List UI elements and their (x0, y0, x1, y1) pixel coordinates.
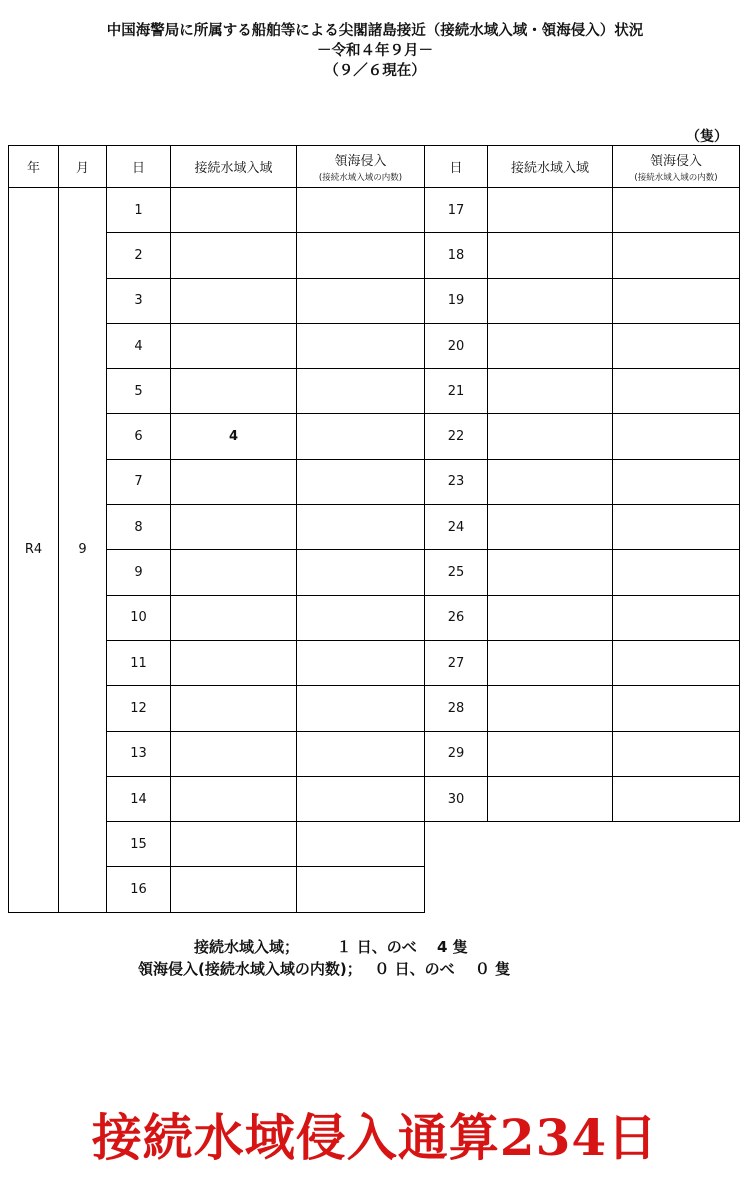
day-cell: 16 (107, 867, 171, 912)
report-period: －令和４年９月－ (317, 43, 433, 59)
contiguous-cell (171, 278, 297, 323)
contiguous-cell (488, 233, 613, 278)
day-cell: 15 (107, 822, 171, 867)
table-row (9, 188, 425, 233)
day-cell: 1 (107, 188, 171, 233)
report-as-of-date: （９／６現在） (324, 63, 426, 79)
contiguous-cell (171, 323, 297, 368)
contiguous-cell (488, 686, 613, 731)
day-cell: 8 (107, 505, 171, 550)
contiguous-cell (171, 233, 297, 278)
contiguous-cell (171, 640, 297, 685)
table-row (425, 505, 740, 550)
territorial-cell (613, 731, 740, 776)
territorial-cell (297, 822, 425, 867)
territorial-cell (297, 323, 425, 368)
territorial-cell (297, 188, 425, 233)
contiguous-cell (171, 459, 297, 504)
cumulative-banner: 接続水域侵入通算234日 (91, 1108, 659, 1167)
contiguous-cell (171, 731, 297, 776)
day-cell: 30 (425, 776, 488, 821)
contiguous-cell (488, 459, 613, 504)
territorial-cell (297, 550, 425, 595)
day-cell: 2 (107, 233, 171, 278)
contiguous-cell (488, 595, 613, 640)
day-cell: 24 (425, 505, 488, 550)
territorial-cell (613, 686, 740, 731)
contiguous-cell (171, 505, 297, 550)
table-row (425, 550, 740, 595)
day-cell: 27 (425, 640, 488, 685)
contiguous-cell (488, 550, 613, 595)
table-row (425, 414, 740, 459)
day-header: 日 (107, 146, 171, 188)
left-table (8, 145, 425, 913)
day-cell: 4 (107, 323, 171, 368)
contiguous-header: 接続水域入域 (488, 146, 613, 188)
table-row (425, 776, 740, 821)
territorial-cell (613, 414, 740, 459)
day-cell: 12 (107, 686, 171, 731)
day-cell: 3 (107, 278, 171, 323)
territorial-cell (297, 459, 425, 504)
year-cell: R4 (9, 188, 59, 913)
contiguous-cell (488, 369, 613, 414)
contiguous-header: 接続水域入域 (171, 146, 297, 188)
contiguous-cell (488, 278, 613, 323)
contiguous-cell (171, 595, 297, 640)
territorial-cell (613, 323, 740, 368)
contiguous-cell (171, 822, 297, 867)
table-row (425, 459, 740, 504)
territorial-cell (613, 459, 740, 504)
territorial-cell (297, 867, 425, 912)
left-header-row (9, 146, 425, 188)
territorial-cell (297, 278, 425, 323)
territorial-cell (613, 640, 740, 685)
summary-territorial: 領海侵入(接続水域入域の内数)； ０ 日、のべ ０ 隻 (138, 960, 511, 978)
contiguous-cell (488, 731, 613, 776)
contiguous-cell (488, 505, 613, 550)
day-cell: 23 (425, 459, 488, 504)
right-table (424, 145, 740, 822)
day-cell: 9 (107, 550, 171, 595)
territorial-cell (613, 233, 740, 278)
contiguous-cell (488, 188, 613, 233)
territorial-cell (613, 776, 740, 821)
day-cell: 11 (107, 640, 171, 685)
contiguous-cell (488, 776, 613, 821)
day-cell: 10 (107, 595, 171, 640)
month-header: 月 (59, 146, 107, 188)
contiguous-cell (171, 550, 297, 595)
day-cell: 28 (425, 686, 488, 731)
territorial-cell (297, 595, 425, 640)
unit-label: （隻） (686, 129, 728, 145)
territorial-cell (297, 731, 425, 776)
day-cell: 5 (107, 369, 171, 414)
territorial-header-label: 領海侵入 (649, 154, 702, 169)
report-title: 中国海警局に所属する船舶等による尖閣諸島接近（接続水域入域・領海侵入）状況 (106, 23, 644, 39)
territorial-header-sub: (接続水域入域の内数) (634, 173, 718, 183)
table-row (425, 323, 740, 368)
table-row (425, 369, 740, 414)
table-row (425, 640, 740, 685)
day-cell: 7 (107, 459, 171, 504)
summary-contiguous: 接続水域入域； １ 日、のべ 4 隻 (194, 938, 468, 956)
territorial-cell (297, 505, 425, 550)
territorial-cell (613, 505, 740, 550)
territorial-cell (297, 369, 425, 414)
territorial-cell (297, 640, 425, 685)
table-row (425, 686, 740, 731)
territorial-cell (613, 278, 740, 323)
territorial-cell (613, 188, 740, 233)
territorial-cell (297, 686, 425, 731)
day-cell: 6 (107, 414, 171, 459)
territorial-header-sub: (接続水域入域の内数) (318, 173, 403, 183)
right-header-row (425, 146, 740, 188)
day-cell: 19 (425, 278, 488, 323)
contiguous-cell (171, 867, 297, 912)
territorial-cell (613, 595, 740, 640)
day-cell: 20 (425, 323, 488, 368)
territorial-cell (297, 776, 425, 821)
territorial-cell (297, 233, 425, 278)
day-cell: 25 (425, 550, 488, 595)
day-cell: 18 (425, 233, 488, 278)
territorial-header-label: 領海侵入 (334, 154, 387, 169)
day-header: 日 (425, 146, 488, 188)
month-cell: 9 (59, 188, 107, 913)
day-cell: 13 (107, 731, 171, 776)
table-row (425, 731, 740, 776)
contiguous-cell (488, 323, 613, 368)
day-cell: 22 (425, 414, 488, 459)
day-cell: 17 (425, 188, 488, 233)
table-row (425, 188, 740, 233)
territorial-cell (613, 550, 740, 595)
day-cell: 14 (107, 776, 171, 821)
table-row (425, 233, 740, 278)
territorial-header (613, 146, 740, 188)
day-cell: 26 (425, 595, 488, 640)
day-cell: 21 (425, 369, 488, 414)
contiguous-cell (171, 369, 297, 414)
contiguous-cell (488, 640, 613, 685)
territorial-header (297, 146, 425, 188)
contiguous-cell: 4 (171, 414, 297, 459)
territorial-cell (297, 414, 425, 459)
table-row (425, 278, 740, 323)
year-header: 年 (9, 146, 59, 188)
contiguous-cell (171, 776, 297, 821)
table-row (425, 595, 740, 640)
territorial-cell (613, 369, 740, 414)
contiguous-cell (171, 686, 297, 731)
contiguous-cell (171, 188, 297, 233)
contiguous-cell (488, 414, 613, 459)
day-cell: 29 (425, 731, 488, 776)
